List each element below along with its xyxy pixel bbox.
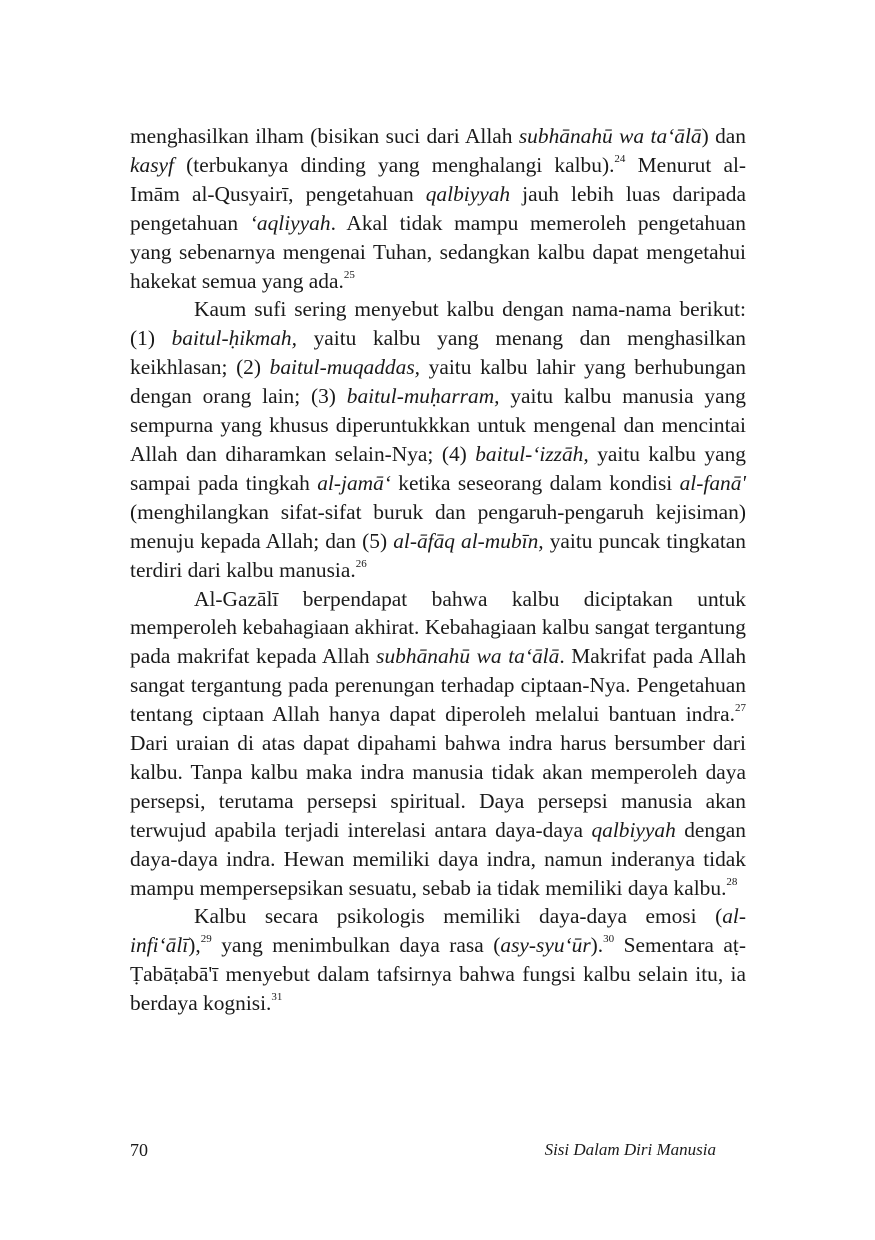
- text-run: Kalbu secara psikologis memiliki daya-daya emosi (: [194, 904, 723, 929]
- text-run: ).: [590, 933, 604, 958]
- italic-term: ‘aqliyyah: [249, 210, 331, 235]
- italic-term: al-fanā': [679, 470, 746, 495]
- text-run: ) dan: [701, 124, 746, 148]
- text-run: . Akal tidak mampu memeroleh pengetahuan yang sebenarnya mengenai Tuhan, sedangkan kalbu dapat mengetahui hakekat semua yang ada.: [130, 210, 746, 293]
- paragraph-1: [130, 122, 746, 295]
- text-run: Kaum sufi sering menyebut kalbu dengan nama-nama berikut: (1): [130, 297, 746, 351]
- text-run: Menurut al-Imām al-Qusyairī, pengetahuan: [130, 152, 747, 206]
- text-run: ketika seseorang dalam kondisi: [390, 470, 680, 495]
- text-run: Dari uraian di atas dapat dipahami bahwa indra harus bersumber dari kalbu. Tanpa kalbu maka indra manusia tidak akan memperoleh daya persepsi, terutama persepsi spiritual. Daya persepsi manusia akan terwujud apabila terjadi interelasi antara daya-daya: [130, 731, 746, 842]
- italic-term: al-jamā‘: [317, 470, 391, 495]
- italic-term: qalbiyyah: [425, 181, 511, 206]
- text-run: yang menimbulkan daya rasa (: [211, 933, 501, 958]
- italic-term: al-infi‘ālī: [130, 904, 746, 958]
- footnote-ref: 25: [343, 268, 355, 281]
- italic-term: baitul-muḥarram,: [346, 384, 500, 409]
- paragraph-2: [130, 295, 746, 584]
- text-run: yaitu kalbu yang menang dan menghasilkan keikhlasan; (2): [130, 326, 746, 380]
- text-run: yaitu kalbu yang sampai pada tingkah: [130, 441, 746, 495]
- text-run: yaitu kalbu manusia yang sempurna yang khusus diperuntukkkan untuk mengenal dan mencintai Allah dan diharamkan selain-Nya; (4): [130, 384, 746, 466]
- italic-term: qalbiyyah: [591, 817, 676, 842]
- text-run: yaitu puncak tingkatan terdiri dari kalbu manusia.: [130, 528, 746, 582]
- italic-term: baitul-ḥikmah,: [171, 326, 297, 351]
- italic-term: kasyf: [130, 152, 174, 177]
- italic-term: asy-syu‘ūr: [500, 933, 591, 958]
- running-title: Sisi Dalam Diri Manusia: [544, 1140, 716, 1159]
- italic-term: subhānahū wa ta‘ālā: [376, 644, 560, 669]
- italic-term: al-āfāq al-mubīn,: [393, 528, 544, 553]
- footnote-ref: 28: [726, 875, 738, 888]
- text-run: jauh lebih luas daripada pengetahuan: [130, 181, 746, 235]
- footnote-ref: 26: [355, 557, 367, 570]
- italic-term: baitul-muqaddas,: [269, 355, 420, 380]
- text-run: Al-Gazālī berpendapat bahwa kalbu diciptakan untuk memperoleh kebahagiaan akhirat. Kebahagiaan kalbu sangat tergantung pada makrifat kepada Allah: [130, 586, 746, 669]
- text-run: (menghilangkan sifat-sifat buruk dan pengaruh-pengaruh kejisiman) menuju kepada Allah; dan (5): [130, 499, 746, 553]
- text-run: ),: [188, 933, 201, 958]
- italic-term: baitul-‘izzāh,: [475, 441, 589, 466]
- footnote-ref: 29: [200, 933, 212, 946]
- text-run: Sementara aṭ-Ṭabāṭabā'ī menyebut dalam tafsirnya bahwa fungsi kalbu selain itu, ia berdaya kognisi.: [130, 933, 746, 1016]
- text-run: (terbukanya dinding yang menghalangi kalbu).: [173, 152, 615, 177]
- page-body: [130, 122, 746, 1018]
- italic-term: subhānahū wa ta‘ālā: [518, 124, 702, 148]
- text-run: yaitu kalbu lahir yang berhubungan dengan orang lain; (3): [130, 355, 746, 409]
- paragraph-4: [130, 902, 746, 1018]
- footnote-ref: 27: [735, 702, 746, 715]
- paragraph-3: [130, 585, 746, 903]
- text-run: menghasilkan ilham (bisikan suci dari Allah: [130, 124, 519, 148]
- footnote-ref: 30: [603, 933, 615, 946]
- text-run: dengan daya-daya indra. Hewan memiliki daya indra, namun inderanya tidak mampu mempersepsikan sesuatu, sebab ia tidak memiliki daya kalbu.: [130, 817, 746, 900]
- footnote-ref: 24: [614, 153, 626, 166]
- text-run: . Makrifat pada Allah sangat tergantung pada perenungan terhadap ciptaan-Nya. Pengetahuan tentang ciptaan Allah hanya dapat diperoleh melalui bantuan indra.: [130, 644, 747, 727]
- page-number: 70: [130, 1140, 148, 1160]
- footnote-ref: 31: [271, 991, 283, 1004]
